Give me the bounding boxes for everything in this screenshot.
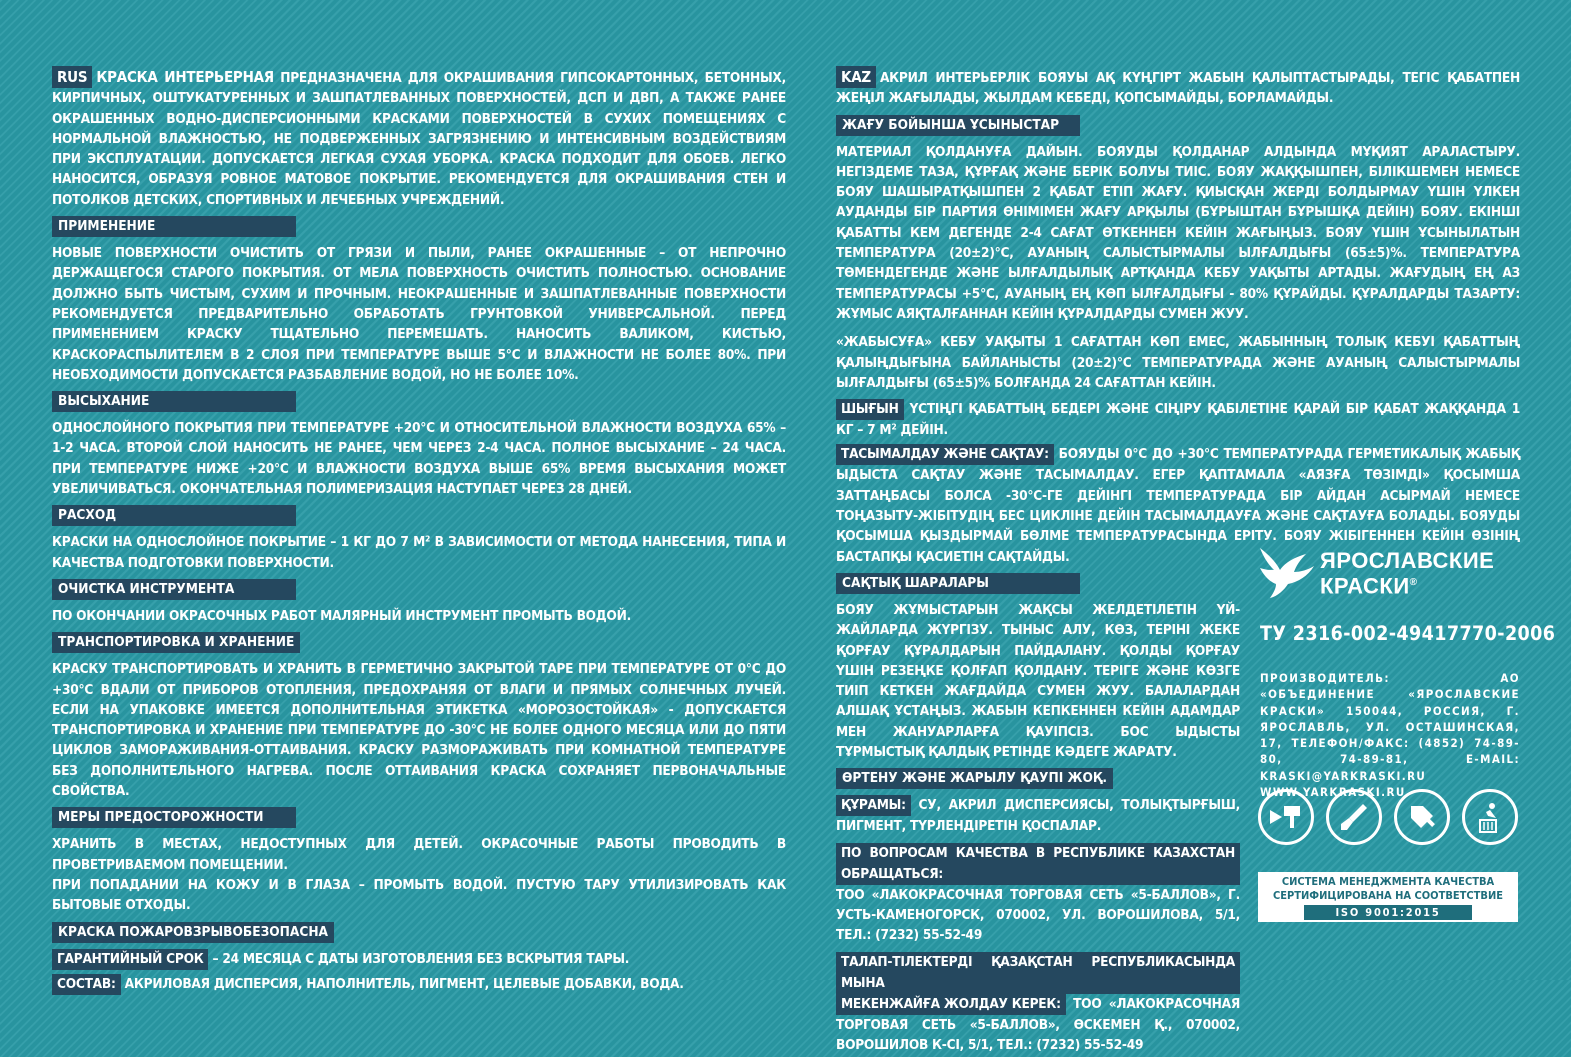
kaz-claims-label-2: МЕКЕНЖАЙҒА ЖОЛДАУ КЕРЕК: — [836, 994, 1066, 1015]
rus-warranty — [52, 949, 786, 970]
kaz-quality-text: ТОО «ЛАКОКРАСОЧНАЯ ТОРГОВАЯ СЕТЬ «5-БАЛЛОВ», Г. УСТЬ-КАМЕНОГОРСК, 070002, УЛ. ВОРОШИЛОВА, 5/1, ТЕЛ.: (7232) 55-52-49 — [836, 886, 1240, 944]
manufacturer-text: ПРОИЗВОДИТЕЛЬ: АО «ОБЪЕДИНЕНИЕ «ЯРОСЛАВСКИЕ КРАСКИ» 150044, РОССИЯ, Г. ЯРОСЛАВЛЬ, УЛ. ОСТАШИНСКАЯ, 17, ТЕЛЕФОН/ФАКС: (4852) 74-89-80, 74-89-81, E-MAIL: KRASKI@YARKRASKI.RU — [1260, 671, 1520, 783]
website-link[interactable]: WWW.YARKRASKI.RU — [1260, 785, 1406, 800]
brand-name-line-1: ЯРОСЛАВСКИЕ — [1320, 548, 1495, 573]
kaz-fire-safety-header: ӨРТЕНУ ЖӘНЕ ЖАРЫЛУ ҚАУПІ ЖОҚ. — [836, 768, 1113, 789]
kaz-intro — [836, 66, 1520, 109]
rus-warranty-text: – 24 МЕСЯЦА С ДАТЫ ИЗГОТОВЛЕНИЯ БЕЗ ВСКРЫТИЯ ТАРЫ. — [208, 950, 630, 967]
rus-cleaning-text: ПО ОКОНЧАНИИ ОКРАСОЧНЫХ РАБОТ МАЛЯРНЫЙ ИНСТРУМЕНТ ПРОМЫТЬ ВОДОЙ. — [52, 607, 631, 624]
quality-certificate — [1258, 872, 1518, 922]
roller-apply-icon — [1258, 789, 1314, 845]
brand-name-line-2 — [1320, 572, 1418, 597]
rus-warranty-label: ГАРАНТИЙНЫЙ СРОК — [52, 949, 208, 970]
rus-consumption-text: КРАСКИ НА ОДНОСЛОЙНОЕ ПОКРЫТИЕ – 1 КГ ДО 7 М² В ЗАВИСИМОСТИ ОТ МЕТОДА НАНЕСЕНИЯ, ТИПА И КАЧЕСТВА ПОДГОТОВКИ ПОВЕРХНОСТИ. — [52, 534, 786, 571]
kaz-quality-contact — [836, 843, 1240, 946]
kaz-consumption — [836, 399, 1520, 440]
kaz-composition-text: СУ, АКРИЛ ДИСПЕРСИЯСЫ, ТОЛЫҚТЫРҒЫШ, ПИГМЕНТ, ТҮРЛЕНДІРЕТІН ҚОСПАЛАР. — [836, 797, 1240, 835]
certificate-iso: ISO 9001:2015 — [1304, 905, 1472, 920]
rus-product-title: КРАСКА ИНТЕРЬЕРНАЯ — [96, 68, 274, 86]
kaz-transport-text: БОЯУДЫ 0°С ДО +30°С ТЕМПЕРАТУРАДА ГЕРМЕТИКАЛЫҚ ЖАБЫҚ ЫДЫСТА САҚТАУ ЖӘНЕ ТАСЫМАЛДАУ. ЕГЕР ҚАПТАМАЛА «АЯЗҒА ТӨЗІМДІ» ҚОСЫМША ЗАТТАҢБАСЫ БОЛСА -30°С-ГЕ ДЕЙІНГІ ТЕМПЕРАТУРАДА БІР АЙДАН АСЫРМАЙ НЕМЕСЕ ТОҢАЗЫТУ-ЖІБІТУДІҢ БЕС ЦИКЛІНЕ ДЕЙІН ТАСЫМАЛДАУҒА ЖӘНЕ САҚТАУҒА БОЛАДЫ. БОЯУДЫ ҚОСЫМША ҚЫЗДЫРМАЙ БӨЛМЕ ТЕМПЕРАТУРАСЫНДА ЕРІТУ. БОЯУ ЖІБІГЕННЕН КЕЙІН ӨЗІНІҢ БАСТАПҚЫ ҚАСИЕТІН САҚТАЙДЫ. — [836, 446, 1520, 565]
kaz-transport-label: ТАСЫМАЛДАУ ЖӘНЕ САҚТАУ: — [836, 444, 1054, 465]
kaz-safety-header: САҚТЫҚ ШАРАЛАРЫ — [836, 573, 1080, 594]
kaz-claims-label-1: ТАЛАП-ТІЛЕКТЕРДІ ҚАЗАҚСТАН РЕСПУБЛИКАСЫНДА МЫНА — [836, 952, 1240, 994]
manufacturer-info — [1260, 670, 1520, 800]
brand-logo — [1256, 542, 1520, 602]
rus-column — [52, 66, 786, 997]
rus-transport-text: КРАСКУ ТРАНСПОРТИРОВАТЬ И ХРАНИТЬ В ГЕРМЕТИЧНО ЗАКРЫТОЙ ТАРЕ ПРИ ТЕМПЕРАТУРЕ ОТ 0°С ДО +30°С ВДАЛИ ОТ ПРИБОРОВ ОТОПЛЕНИЯ, ПРЕДОХРАНЯЯ ОТ ВЛАГИ И ПРЯМЫХ СОЛНЕЧНЫХ ЛУЧЕЙ. ЕСЛИ НА УПАКОВКЕ ИМЕЕТСЯ ДОПОЛНИТЕЛЬНАЯ ЭТИКЕТКА «МОРОЗОСТОЙКАЯ» - ДОПУСКАЕТСЯ ТРАНСПОРТИРОВКА И ХРАНЕНИЕ ПРИ ТЕМПЕРАТУРЕ ДО -30°С НЕ БОЛЕЕ ОДНОГО МЕСЯЦА ИЛИ ДО ПЯТИ ЦИКЛОВ ЗАМОРАЖИВАНИЯ-ОТТАИВАНИЯ. КРАСКУ РАЗМОРАЖИВАТЬ ПРИ КОМНАТНОЙ ТЕМПЕРАТУРЕ БЕЗ ДОПОЛНИТЕЛЬНОГО НАГРЕВА. ПОСЛЕ ОТТАИВАНИЯ КРАСКА СОХРАНЯЕТ ПЕРВОНАЧАЛЬНЫЕ СВОЙСТВА. — [52, 661, 786, 800]
rus-composition-label: СОСТАВ: — [52, 974, 121, 995]
kaz-quality-label: ПО ВОПРОСАМ КАЧЕСТВА В РЕСПУБЛИКЕ КАЗАХСТАН ОБРАЩАТЬСЯ: — [836, 843, 1240, 885]
kaz-consumption-label: ШЫҒЫН — [836, 399, 904, 420]
kaz-recommend-header: ЖАҒУ БОЙЫНША ҰСЫНЫСТАР — [836, 115, 1080, 136]
kaz-drying-text: «ЖАБЫСУҒА» КЕБУ УАҚЫТЫ 1 САҒАТТАН КӨП ЕМЕС, ЖАБЫННЫҢ ТОЛЫҚ КЕБУІ ҚАБАТТЫҢ ҚАЛЫҢДЫҒЫНА БАЙЛАНЫСТЫ (20±2)°С ТЕМПЕРАТУРАДА ЖӘНЕ АУАНЫҢ САЛЫСТЫРМАЛЫ ЫЛҒАЛДЫҒЫ (65±5)% БОЛҒАНДА 24 САҒАТТАН КЕЙІН. — [836, 334, 1520, 391]
brand-name-line-2-text: КРАСКИ — [1320, 573, 1410, 599]
rus-intro — [52, 66, 786, 210]
rus-consumption-header: РАСХОД — [52, 505, 296, 526]
rus-composition — [52, 974, 786, 995]
kaz-composition — [836, 795, 1240, 836]
kaz-intro-text: АКРИЛ ИНТЕРЬЕРЛІК БОЯУЫ АҚ КҮҢГІРТ ЖАБЫН ҚАЛЫПТАСТЫРАДЫ, ТЕГІС ҚАБАТПЕН ЖЕҢІЛ ЖАҒЫЛАДЫ, ЖЫЛДАМ КЕБЕДІ, ҚОПСЫМАЙДЫ, БОРЛАМАЙДЫ. — [836, 70, 1520, 107]
certificate-line-1: СИСТЕМА МЕНЕДЖМЕНТА КАЧЕСТВА — [1281, 875, 1495, 888]
registered-mark: ® — [1409, 577, 1418, 588]
kaz-language-code: KAZ — [836, 66, 876, 88]
kaz-composition-label: ҚҰРАМЫ: — [836, 795, 911, 816]
spatula-icon — [1394, 789, 1450, 845]
rus-fire-safety-header: КРАСКА ПОЖАРОВЗРЫВОБЕЗОПАСНА — [52, 922, 334, 943]
rus-safety-text-1: ХРАНИТЬ В МЕСТАХ, НЕДОСТУПНЫХ ДЛЯ ДЕТЕЙ. ОКРАСОЧНЫЕ РАБОТЫ ПРОВОДИТЬ В ПРОВЕТРИВАЕМОМ ПОМЕЩЕНИИ. — [52, 836, 786, 873]
kaz-claims-contact — [836, 952, 1240, 1056]
certificate-line-2: СЕРТИФИЦИРОВАНА НА СООТВЕТСТВИЕ — [1273, 889, 1503, 902]
brush-icon — [1326, 789, 1382, 845]
technical-spec-code: ТУ 2316-002-49417770-2006 — [1260, 622, 1556, 645]
rus-intro-text: ПРЕДНАЗНАЧЕНА ДЛЯ ОКРАШИВАНИЯ ГИПСОКАРТОННЫХ, БЕТОННЫХ, КИРПИЧНЫХ, ОШТУКАТУРЕННЫХ И ЗАШПАТЛЕВАННЫХ ПОВЕРХНОСТЕЙ, ДСП И ДВП, А ТАКЖЕ РАНЕЕ ОКРАШЕННЫХ ВОДНО-ДИСПЕРСИОННЫМИ КРАСКАМИ ПОВЕРХНОСТЕЙ В СУХИХ ПОМЕЩЕНИЯХ С НОРМАЛЬНОЙ ВЛАЖНОСТЬЮ, НЕ ПОДВЕРЖЕННЫХ ЗАГРЯЗНЕНИЮ И ИНТЕНСИВНЫМ ВОЗДЕЙСТВИЯМ ПРИ ЭКСПЛУАТАЦИИ. ДОПУСКАЕТСЯ ЛЕГКАЯ СУХАЯ УБОРКА. КРАСКА ПОДХОДИТ ДЛЯ ОБОЕВ. ЛЕГКО НАНОСИТСЯ, ОБРАЗУЯ РОВНОЕ МАТОВОЕ ПОКРЫТИЕ. РЕКОМЕНДУЕТСЯ ДЛЯ ОКРАШИВАНИЯ СТЕН И ПОТОЛКОВ ДЕТСКИХ, СПОРТИВНЫХ И ЛЕЧЕБНЫХ УЧРЕЖДЕНИЙ. — [52, 70, 786, 208]
kaz-consumption-text: ҮСТІҢГІ ҚАБАТТЫҢ БЕДЕРІ ЖӘНЕ СІҢІРУ ҚАБІЛЕТІНЕ ҚАРАЙ БІР ҚАБАТ ЖАҚҚАНДА 1 КГ – 7 М² ДЕЙІН. — [836, 401, 1520, 439]
rus-application-header: ПРИМЕНЕНИЕ — [52, 216, 296, 237]
rus-composition-text: АКРИЛОВАЯ ДИСПЕРСИЯ, НАПОЛНИТЕЛЬ, ПИГМЕНТ, ЦЕЛЕВЫЕ ДОБАВКИ, ВОДА. — [124, 975, 684, 992]
rus-drying-text: ОДНОСЛОЙНОГО ПОКРЫТИЯ ПРИ ТЕМПЕРАТУРЕ +20°С И ОТНОСИТЕЛЬНОЙ ВЛАЖНОСТИ ВОЗДУХА 65% – 1-2 ЧАСА. ВТОРОЙ СЛОЙ НАНОСИТЬ НЕ РАНЕЕ, ЧЕМ ЧЕРЕЗ 2-4 ЧАСА. ПОЛНОЕ ВЫСЫХАНИЕ – 24 ЧАСА. ПРИ ТЕМПЕРАТУРЕ НИЖЕ +20°С И ВЛАЖНОСТИ ВОЗДУХА ВЫШЕ 65% ВРЕМЯ ВЫСЫХАНИЯ МОЖЕТ УВЕЛИЧИВАТЬСЯ. ОКОНЧАТЕЛЬНАЯ ПОЛИМЕРИЗАЦИЯ НАСТУПАЕТ ЧЕРЕЗ 28 ДНЕЙ. — [52, 420, 786, 498]
kaz-recommend-text: МАТЕРИАЛ ҚОЛДАНУҒА ДАЙЫН. БОЯУДЫ ҚОЛДАНАР АЛДЫНДА МҰҚИЯТ АРАЛАСТЫРУ. НЕГІЗДЕМЕ ТАЗА, ҚҰРҒАҚ ЖӘНЕ БЕРІК БОЛУЫ ТИІС. БОЯУ ЖАҚҚЫШПЕН, БІЛІКШЕМЕН НЕМЕСЕ БОЯУ ШАШЫРАТҚЫШПЕН 2 ҚАБАТ ЕТІП ЖАҒУ. ҚИЫСҚАН ЖЕРДІ БОЛДЫРМАУ ҮШІН ҮЛКЕН АУДАНДЫ БІР ПАРТИЯ ӨНІМІМЕН ЖАҒУ АРҚЫЛЫ (БҰРЫШТАН БҰРЫШҚА ДЕЙІН) БОЯУ. ЕКІНШІ ҚАБАТТЫ КЕМ ДЕГЕНДЕ 2-4 САҒАТ ӨТКЕННЕН КЕЙІН ЖАҒЫҢЫЗ. БОЯУ ҮШІН ҰСЫНЫЛАТЫН ТЕМПЕРАТУРА (20±2)°С, АУАНЫҢ САЛЫСТЫРМАЛЫ ЫЛҒАЛДЫҒЫ (65±5)%. ТЕМПЕРАТУРА ТӨМЕНДЕГЕНДЕ ЖӘНЕ ЫЛҒАЛДЫЛЫҚ АРТҚАНДА КЕБУ УАҚЫТЫ АРТАДЫ. ЖАҒУДЫҢ ЕҢ АЗ ТЕМПЕРАТУРАСЫ +5°С, АУАНЫҢ ЕҢ КӨП ЫЛҒАЛДЫҒЫ - 80% ҚҰРАЙДЫ. ҚҰРАЛДАРДЫ ТАЗАРТУ: ЖҰМЫС АЯҚТАЛҒАННАН КЕЙІН ҚҰРАЛДАРДЫ СУМЕН ЖУУ. — [836, 143, 1520, 322]
kaz-claims-text: ТОО «ЛАКОКРАСОЧНАЯ ТОРГОВАЯ СЕТЬ «5-БАЛЛОВ», ӨСКЕМЕН Қ., 070002, ВОРОШИЛОВ К-СІ, 5/1, ТЕЛ.: (7232) 55-52-49 — [836, 995, 1240, 1053]
rus-application-text: НОВЫЕ ПОВЕРХНОСТИ ОЧИСТИТЬ ОТ ГРЯЗИ И ПЫЛИ, РАНЕЕ ОКРАШЕННЫЕ – ОТ НЕПРОЧНО ДЕРЖАЩЕГОСЯ СТАРОГО ПОКРЫТИЯ. ОТ МЕЛА ПОВЕРХНОСТЬ ОЧИСТИТЬ ПОЛНОСТЬЮ. ОСНОВАНИЕ ДОЛЖНО БЫТЬ ЧИСТЫМ, СУХИМ И ПРОЧНЫМ. НЕОКРАШЕННЫЕ И ЗАШПАТЛЕВАННЫЕ ПОВЕРХНОСТИ РЕКОМЕНДУЕТСЯ ПРЕДВАРИТЕЛЬНО ОБРАБОТАТЬ ГРУНТОВКОЙ УНИВЕРСАЛЬНОЙ. ПЕРЕД ПРИМЕНЕНИЕМ КРАСКУ ТЩАТЕЛЬНО ПЕРЕМЕШАТЬ. НАНОСИТЬ ВАЛИКОМ, КИСТЬЮ, КРАСКОРАСПЫЛИТЕЛЕМ В 2 СЛОЯ ПРИ ТЕМПЕРАТУРЕ ВЫШЕ 5°С И ВЛАЖНОСТИ НЕ БОЛЕЕ 80%. ПРИ НЕОБХОДИМОСТИ ДОПУСКАЕТСЯ РАЗБАВЛЕНИЕ ВОДОЙ, НО НЕ БОЛЕЕ 10%. — [52, 245, 786, 383]
dove-logo-icon — [1256, 542, 1316, 600]
recycle-bin-icon — [1462, 789, 1518, 845]
rus-cleaning-header: ОЧИСТКА ИНСТРУМЕНТА — [52, 579, 296, 600]
kaz-safety-text: БОЯУ ЖҰМЫСТАРЫН ЖАҚСЫ ЖЕЛДЕТІЛЕТІН ҮЙ-ЖАЙЛАРДА ЖҮРГІЗУ. ТЫНЫС АЛУ, КӨЗ, ТЕРIНI ЖЕКЕ ҚОРҒАУ ҚҰРАЛДАРЫН ПАЙДАЛАНУ. ҚОЛДЫ ҚОРҒАУ ҮШІН РЕЗЕҢКЕ ҚОЛҒАП ҚОЛДАНУ. ТЕРІГЕ ЖӘНЕ КӨЗГЕ ТИІП КЕТКЕН ЖАҒДАЙДА СУМЕН ЖУУ. БАЛАЛАРДАН АЛШАҚ ҰСТАҢЫЗ. ЖАБЫН КЕПКЕННЕН КЕЙІН АДАМДАР МЕН ЖАНУАРЛАРҒА ҚАУІПСІЗ. БОС ЫДЫСТЫ ТҰРМЫСТЫҚ ҚАЛДЫҚ РЕТІНДЕ КӘДЕГЕ ЖАРАТУ. — [836, 601, 1240, 761]
rus-drying-header: ВЫСЫХАНИЕ — [52, 391, 296, 412]
rus-language-code: RUS — [52, 66, 92, 88]
rus-safety-text-2: ПРИ ПОПАДАНИИ НА КОЖУ И В ГЛАЗА – ПРОМЫТЬ ВОДОЙ. ПУСТУЮ ТАРУ УТИЛИЗИРОВАТЬ КАК БЫТОВЫЕ ОТХОДЫ. — [52, 876, 786, 914]
rus-safety-header: МЕРЫ ПРЕДОСТОРОЖНОСТИ — [52, 807, 296, 828]
application-icons — [1258, 789, 1520, 851]
rus-transport-header: ТРАНСПОРТИРОВКА И ХРАНЕНИЕ — [52, 632, 300, 653]
